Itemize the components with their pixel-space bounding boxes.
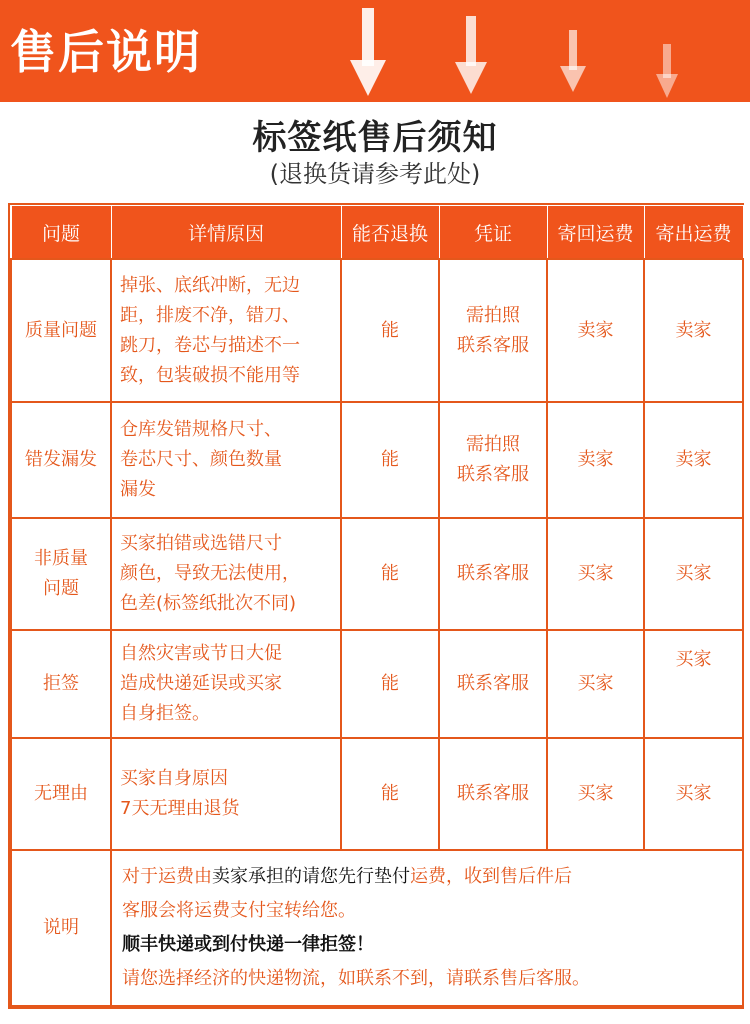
proof-line: 联系客服 bbox=[457, 464, 529, 485]
detail-line: 跳刀，卷芯与描述不一 bbox=[120, 334, 300, 356]
detail-line: 距，排废不净，错刀、 bbox=[120, 304, 300, 326]
down-arrow-icon bbox=[350, 8, 386, 96]
note-warning: 顺丰快递或到付快递一律拒签！ bbox=[122, 934, 374, 955]
issue-cell: 无理由 bbox=[11, 738, 111, 850]
detail-cell bbox=[111, 402, 341, 518]
page-subtitle: (退换货请参考此处) bbox=[269, 160, 481, 188]
note-line bbox=[122, 860, 732, 894]
detail-line: 色差(标签纸批次不同) bbox=[120, 593, 297, 614]
issue-cell bbox=[11, 518, 111, 630]
banner-title: 售后说明 bbox=[10, 25, 202, 79]
returnable-cell: 能 bbox=[341, 518, 439, 630]
note-line: 请您选择经济的快递物流，如联系不到，请联系售后客服。 bbox=[122, 968, 590, 989]
table-row bbox=[11, 630, 743, 738]
header-banner bbox=[0, 0, 750, 102]
detail-line: 仓库发错规格尺寸、 bbox=[120, 419, 282, 440]
proof-line: 需拍照 bbox=[466, 304, 520, 326]
issue-cell: 拒签 bbox=[11, 630, 111, 738]
table-row bbox=[11, 518, 743, 630]
detail-cell bbox=[111, 630, 341, 738]
detail-line: 致，包装破损不能用等 bbox=[120, 364, 300, 386]
header-detail: 详情原因 bbox=[111, 206, 341, 260]
header-return-fee: 寄回运费 bbox=[547, 206, 644, 260]
detail-line: 自然灾害或节日大促 bbox=[120, 643, 282, 664]
send-fee-cell: 卖家 bbox=[644, 259, 743, 402]
table-row bbox=[11, 259, 743, 402]
returnable-cell: 能 bbox=[341, 630, 439, 738]
note-row bbox=[11, 850, 743, 1006]
issue-cell: 错发漏发 bbox=[11, 402, 111, 518]
after-sales-table bbox=[8, 203, 744, 1009]
note-emphasis: 卖家承担的请您先行垫付 bbox=[212, 866, 410, 887]
detail-line: 自身拒签。 bbox=[120, 703, 210, 724]
note-line: 客服会将运费支付宝转给您。 bbox=[122, 900, 356, 921]
table-header-row bbox=[11, 206, 743, 260]
page-title: 标签纸售后须知 bbox=[252, 118, 498, 158]
detail-line: 颜色，导致无法使用， bbox=[120, 563, 300, 584]
proof-cell: 联系客服 bbox=[439, 630, 547, 738]
detail-cell bbox=[111, 259, 341, 402]
proof-cell bbox=[439, 259, 547, 402]
send-fee-cell: 买家 bbox=[644, 630, 743, 738]
down-arrow-icon bbox=[455, 16, 487, 94]
send-fee-cell: 卖家 bbox=[644, 402, 743, 518]
detail-cell bbox=[111, 518, 341, 630]
detail-line: 卷芯尺寸、颜色数量 bbox=[120, 449, 282, 470]
detail-line: 买家拍错或选错尺寸 bbox=[120, 533, 282, 554]
return-fee-cell: 卖家 bbox=[547, 259, 644, 402]
detail-line: 造成快递延误或买家 bbox=[120, 673, 282, 694]
proof-line: 联系客服 bbox=[457, 334, 529, 356]
note-label-cell: 说明 bbox=[11, 850, 111, 1006]
header-returnable: 能否退换 bbox=[341, 206, 439, 260]
returnable-cell: 能 bbox=[341, 738, 439, 850]
send-fee-cell: 买家 bbox=[644, 518, 743, 630]
detail-line: 7天无理由退货 bbox=[120, 798, 240, 819]
proof-cell: 联系客服 bbox=[439, 738, 547, 850]
return-fee-cell: 买家 bbox=[547, 630, 644, 738]
proof-cell bbox=[439, 402, 547, 518]
issue-cell: 质量问题 bbox=[11, 259, 111, 402]
note-text: 对于运费由 bbox=[122, 866, 212, 887]
down-arrow-icon bbox=[656, 44, 678, 98]
issue-line: 问题 bbox=[43, 578, 79, 599]
proof-cell: 联系客服 bbox=[439, 518, 547, 630]
down-arrow-icon bbox=[560, 30, 586, 92]
detail-cell bbox=[111, 738, 341, 850]
proof-line: 需拍照 bbox=[466, 434, 520, 455]
return-fee-cell: 买家 bbox=[547, 738, 644, 850]
detail-line: 掉张、底纸冲断，无边 bbox=[120, 274, 300, 296]
header-issue: 问题 bbox=[11, 206, 111, 260]
table-row bbox=[11, 402, 743, 518]
return-fee-cell: 买家 bbox=[547, 518, 644, 630]
note-text: 运费，收到售后件后 bbox=[410, 866, 572, 887]
header-send-fee: 寄出运费 bbox=[644, 206, 743, 260]
note-cell bbox=[111, 850, 743, 1006]
issue-line: 非质量 bbox=[34, 548, 88, 569]
send-fee-cell: 买家 bbox=[644, 738, 743, 850]
returnable-cell: 能 bbox=[341, 259, 439, 402]
table-row bbox=[11, 738, 743, 850]
return-fee-cell: 卖家 bbox=[547, 402, 644, 518]
detail-line: 买家自身原因 bbox=[120, 768, 228, 789]
returnable-cell: 能 bbox=[341, 402, 439, 518]
detail-line: 漏发 bbox=[120, 479, 156, 500]
header-proof: 凭证 bbox=[439, 206, 547, 260]
